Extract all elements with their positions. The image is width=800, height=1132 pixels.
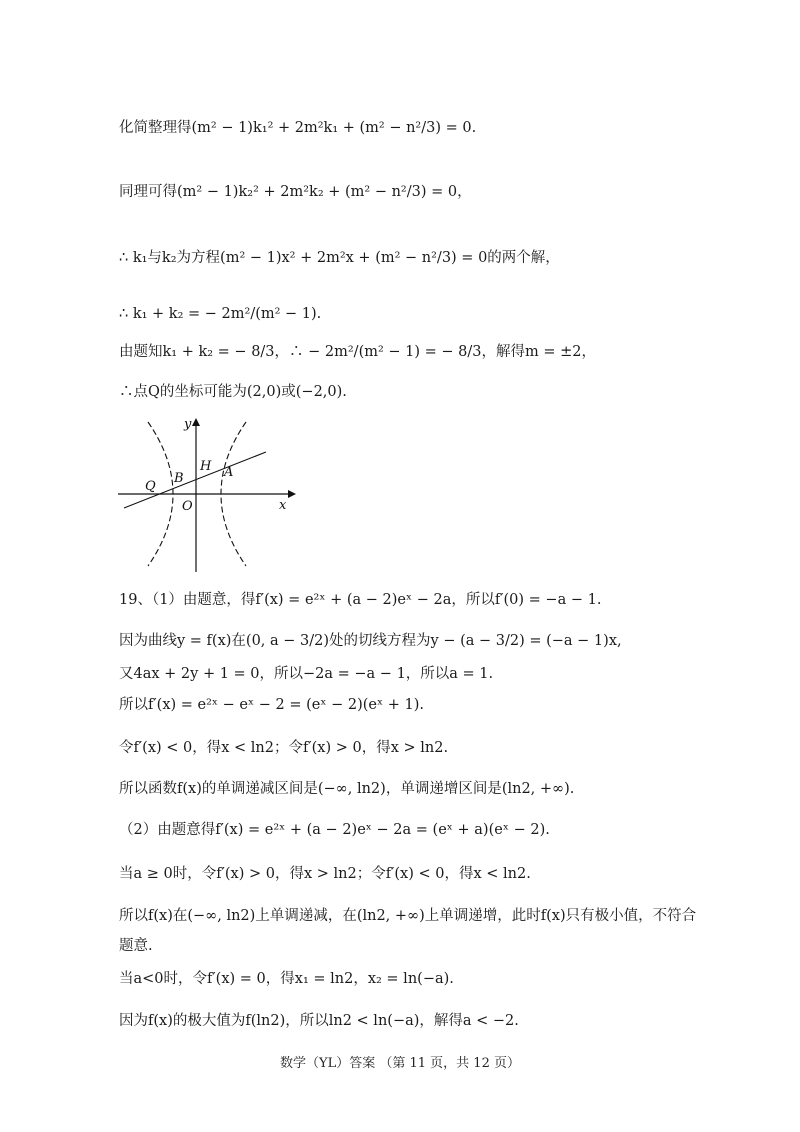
line-9: 又4ax + 2y + 1 = 0，所以−2a = −a − 1，所以a = 1. [119, 666, 494, 682]
line-10: 所以f′(x) = e²ˣ − eˣ − 2 = (eˣ − 2)(eˣ + 1). [119, 697, 424, 713]
label-a: A [224, 465, 234, 480]
line-17: 当a<0时，令f′(x) = 0，得x₁ = ln2，x₂ = ln(−a). [119, 971, 454, 987]
label-h: H [200, 459, 212, 474]
page-footer: 数学（YL）答案 （第 11 页，共 12 页） [280, 1056, 520, 1071]
line-13: （2）由题意得f′(x) = e²ˣ + (a − 2)eˣ − 2a = (eˣ + a)(eˣ − 2). [119, 822, 550, 838]
label-x: x [279, 498, 287, 513]
line-7: 19、（1）由题意，得f′(x) = e²ˣ + (a − 2)eˣ − 2a，所以f′(0) = −a − 1. [119, 592, 602, 608]
line-4: ∴ k₁ + k₂ = − 2m²/(m² − 1). [119, 306, 322, 322]
line-11: 令f′(x) < 0，得x < ln2；令f′(x) > 0，得x > ln2. [119, 740, 449, 756]
line-18: 因为f(x)的极大值为f(ln2)，所以ln2 < ln(−a)，解得a < −2. [119, 1013, 519, 1029]
line-15: 所以f(x)在(−∞, ln2)上单调递减，在(ln2, +∞)上单调递增，此时f(x)只有极小值，不符合 [119, 908, 697, 924]
line-6: ∴点Q的坐标可能为(2,0)或(−2,0). [119, 384, 347, 400]
label-y: y [184, 417, 192, 432]
line-16: 题意. [119, 938, 153, 954]
y-axis-arrow [192, 418, 200, 426]
x-axis-arrow [288, 490, 296, 498]
line-14: 当a ≥ 0时，令f′(x) > 0，得x > ln2；令f′(x) < 0，得x < ln2. [119, 866, 531, 882]
line-5: 由题知k₁ + k₂ = − 8/3，∴ − 2m²/(m² − 1) = − 8/3，解得m = ±2， [119, 344, 596, 360]
line-3: ∴ k₁与k₂为方程(m² − 1)x² + 2m²x + (m² − n²/3) = 0的两个解， [119, 250, 560, 266]
label-o: O [182, 499, 193, 514]
line-2: 同理可得(m² − 1)k₂² + 2m²k₂ + (m² − n²/3) = 0， [119, 184, 472, 200]
label-q: Q [145, 479, 156, 494]
label-b: B [174, 471, 184, 486]
hyperbola-figure [112, 412, 296, 574]
line-12: 所以函数f(x)的单调递减区间是(−∞, ln2)，单调递增区间是(ln2, +∞). [119, 781, 575, 797]
line-8: 因为曲线y = f(x)在(0, a − 3/2)处的切线方程为y − (a − 3/2) = (−a − 1)x, [119, 633, 622, 649]
line-1: 化简整理得(m² − 1)k₁² + 2m²k₁ + (m² − n²/3) = 0. [119, 120, 477, 136]
